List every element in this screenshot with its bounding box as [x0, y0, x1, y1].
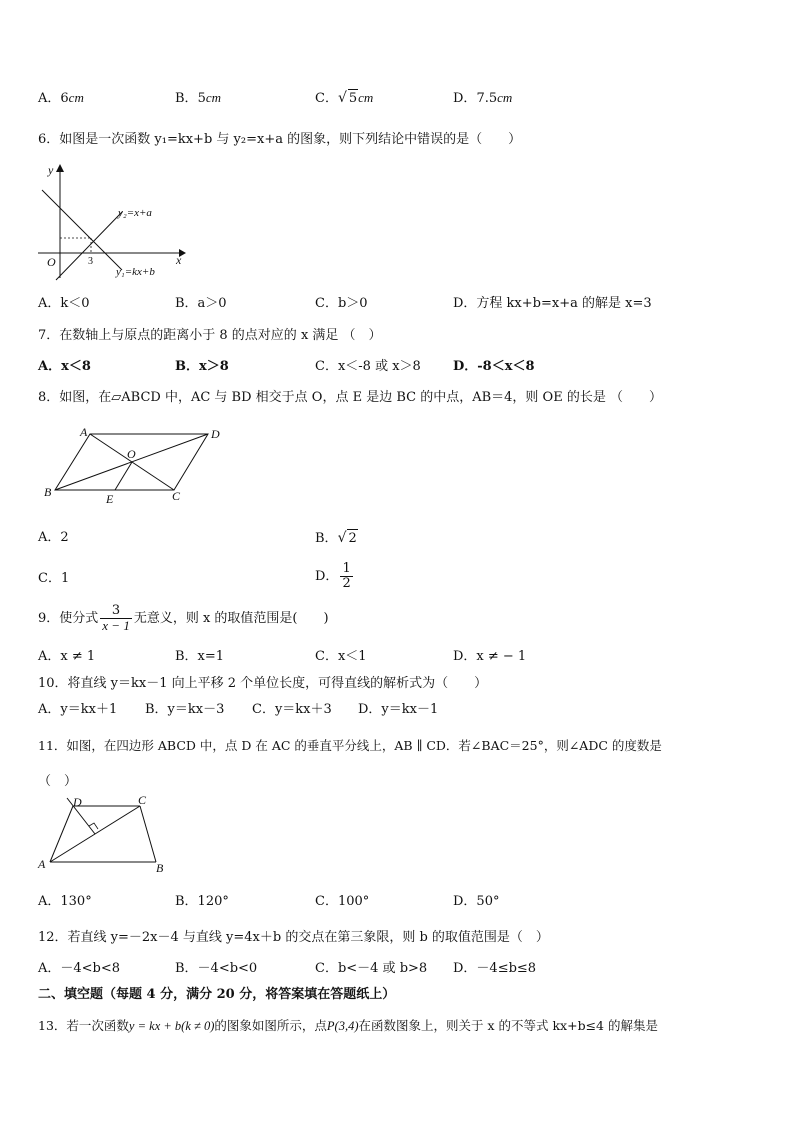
q12-stem: 12．若直线 y=－2x－4 与直线 y=4x＋b 的交点在第三象限，则 b 的取值范围是（ ） — [38, 930, 549, 945]
q8-label-b: B — [44, 485, 52, 499]
q11-option-a: A．130° — [38, 894, 92, 909]
q12-option-c: C．b<－4 或 b>8 — [315, 961, 428, 976]
q8-label-d: D — [211, 427, 220, 441]
q5-option-c: C．√ 5cm — [315, 90, 374, 106]
q6-option-c: C．b＞0 — [315, 296, 368, 311]
q6-graph — [36, 160, 186, 282]
q12-option-d: D．－4≤b≤8 — [453, 961, 537, 976]
q7-option-c: C．x＜-8 或 x＞8 — [315, 359, 421, 374]
q6-option-a: A．k＜0 — [38, 296, 90, 311]
q8-label-a: A — [80, 425, 88, 439]
q6-line-label-y1: y₁=kx+b — [116, 266, 155, 278]
q11-option-b: B．120° — [175, 894, 229, 909]
q11-label-a: A — [38, 857, 46, 871]
q10-stem: 10．将直线 y＝kx－1 向上平移 2 个单位长度，可得直线的解析式为（ ） — [38, 676, 488, 691]
q11-option-d: D．50° — [453, 894, 500, 909]
q11-option-c: C．100° — [315, 894, 370, 909]
q8-label-e: E — [106, 492, 114, 506]
section-heading-fill-in: 二、填空题（每题 4 分，满分 20 分，将答案填在答题纸上） — [38, 987, 396, 1002]
q12-option-b: B．－4<b<0 — [175, 961, 258, 976]
q10-option-b: B．y＝kx－3 — [145, 702, 225, 717]
q9-option-a: A．x ≠ 1 — [38, 649, 96, 664]
q12-option-a: A．－4<b<8 — [38, 961, 121, 976]
q9-stem: 9．使分式 $\frac{3}{x - 1}$ 无意义，则 x 的取值范围是( ) — [38, 603, 329, 633]
q13-stem: 13．若一次函数y = kx + b(k ≠ 0)的图象如图所示，点P(3,4)在函数图象上，则关于 x 的不等式 kx+b≤4 的解集是 — [38, 1018, 658, 1033]
q8-label-o: O — [127, 447, 136, 461]
q8-parallelogram-figure — [40, 424, 230, 508]
q9-option-d: D．x ≠ − 1 — [453, 649, 527, 664]
q8-stem: 8．如图，在▱ABCD 中，AC 与 BD 相交于点 O，点 E 是边 BC 的中点，AB＝4，则 OE 的长是 （ ） — [38, 390, 662, 405]
q8-option-d: D． $\frac{1}{2}$ — [315, 561, 351, 591]
q7-option-a: A．x＜8 — [38, 359, 91, 374]
q6-line-label-y2: y₂=x+a — [118, 207, 152, 219]
q6-tick-label: 3 — [88, 256, 93, 267]
q8-option-c: C．1 — [38, 571, 70, 586]
q9-option-b: B．x=1 — [175, 649, 225, 664]
q11-quadrilateral-figure — [38, 793, 168, 878]
q8-option-a: A．2 — [38, 530, 69, 545]
q8-label-c: C — [172, 489, 181, 503]
q7-option-d: D．-8＜x＜8 — [453, 359, 535, 374]
q10-option-a: A．y＝kx＋1 — [38, 702, 118, 717]
q11-stem: 11．如图，在四边形 ABCD 中，点 D 在 AC 的垂直平分线上，AB ∥ CD．若∠BAC＝25°，则∠ADC 的度数是 — [38, 738, 662, 753]
q7-option-b: B．x＞8 — [175, 359, 229, 374]
q6-option-d: D．方程 kx+b=x+a 的解是 x=3 — [453, 296, 652, 311]
q11-label-b: B — [156, 861, 164, 875]
q6-x-axis-label: x — [176, 253, 182, 267]
q8-option-b: B．√ 2 — [315, 530, 357, 546]
q9-option-c: C．x＜1 — [315, 649, 367, 664]
q6-origin-label: O — [47, 255, 56, 269]
q7-stem: 7．在数轴上与原点的距离小于 8 的点对应的 x 满足 （ ） — [38, 328, 382, 343]
q10-option-c: C．y＝kx＋3 — [252, 702, 332, 717]
q5-option-b: B．5cm — [175, 90, 222, 106]
q5-option-d: D．7.5cm — [453, 90, 513, 106]
q6-option-b: B．a＞0 — [175, 296, 227, 311]
q11-label-c: C — [138, 793, 147, 807]
q5-option-a: A．6cm — [38, 90, 84, 106]
q6-stem: 6．如图是一次函数 y₁=kx+b 与 y₂=x+a 的图象，则下列结论中错误的是（ ） — [38, 132, 522, 147]
q10-option-d: D．y＝kx－1 — [358, 702, 439, 717]
q11-paren: （ ） — [38, 774, 78, 789]
q11-label-d: D — [73, 795, 82, 809]
q6-y-axis-label: y — [48, 163, 54, 177]
